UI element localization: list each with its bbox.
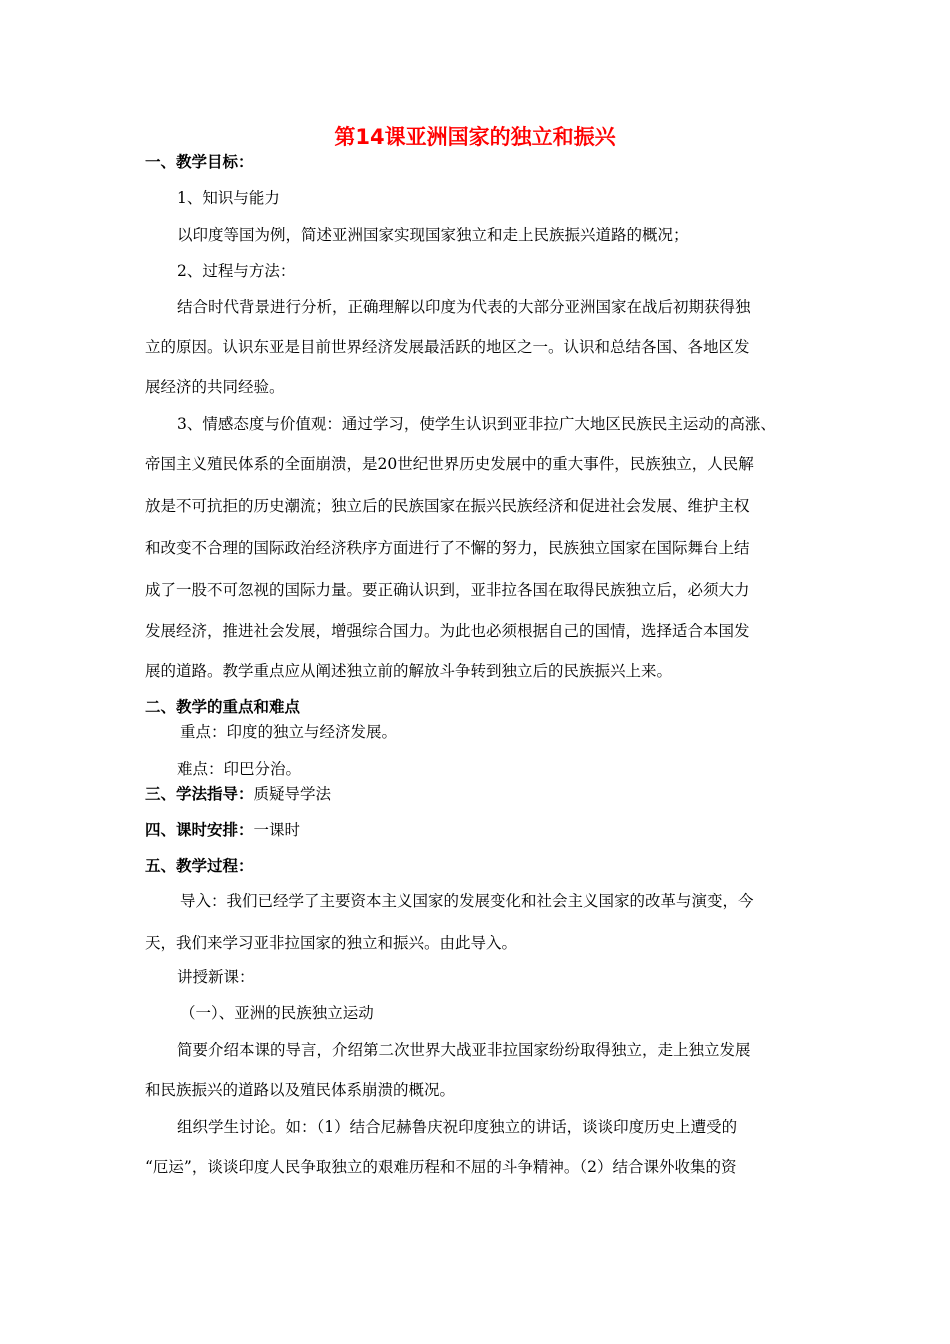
section-1-heading: 一、教学目标： xyxy=(145,153,254,171)
discussion-line: 组织学生讨论。如：（1）结合尼赫鲁庆祝印度独立的讲话，谈谈印度历史上遭受的 xyxy=(177,1118,738,1136)
part-1-title: （一）、亚洲的民族独立运动 xyxy=(180,1004,374,1022)
goal-3-line: 发展经济，推进社会发展，增强综合国力。为此也必须根据自己的国情，选择适合本国发 xyxy=(145,622,750,640)
goal-1-text: 以印度等国为例，简述亚洲国家实现国家独立和走上民族振兴道路的概况； xyxy=(177,226,689,244)
section-4-heading: 四、课时安排： xyxy=(145,821,254,839)
goal-2-line: 结合时代背景进行分析，正确理解以印度为代表的大部分亚洲国家在战后初期获得独 xyxy=(177,298,751,316)
difficult-point: 难点：印巴分治。 xyxy=(177,760,302,778)
section-4-text: 一课时 xyxy=(253,821,301,839)
section-5-heading: 五、教学过程： xyxy=(145,857,254,875)
goal-3-line: 帝国主义殖民体系的全面崩溃，是20世纪世界历史发展中的重大事件，民族独立，人民解 xyxy=(145,455,754,473)
goal-2-line: 展经济的共同经验。 xyxy=(145,378,285,396)
page-title: 第14课亚洲国家的独立和振兴 xyxy=(334,125,616,149)
goal-3-line: 3、情感态度与价值观：通过学习，使学生认识到亚非拉广大地区民族民主运动的高涨、 xyxy=(177,415,776,433)
part-1-line: 和民族振兴的道路以及殖民体系崩溃的概况。 xyxy=(145,1081,456,1099)
goal-3-line: 和改变不合理的国际政治经济秩序方面进行了不懈的努力，民族独立国家在国际舞台上结 xyxy=(145,539,750,557)
section-3 xyxy=(145,784,825,804)
goal-2-line: 立的原因。认识东亚是目前世界经济发展最活跃的地区之一。认识和总结各国、各地区发 xyxy=(145,338,750,356)
part-1-line: 简要介绍本课的导言，介绍第二次世界大战亚非拉国家纷纷取得独立，走上独立发展 xyxy=(177,1041,751,1059)
section-3-heading: 三、学法指导： xyxy=(145,785,254,803)
section-4 xyxy=(145,820,825,840)
new-lesson-label: 讲授新课： xyxy=(177,968,255,986)
goal-3-line: 展的道路。教学重点应从阐述独立前的解放斗争转到独立后的民族振兴上来。 xyxy=(145,662,673,680)
key-point: 重点：印度的独立与经济发展。 xyxy=(180,723,398,741)
goal-2-label: 2、过程与方法： xyxy=(177,262,296,280)
goal-3-line: 放是不可抗拒的历史潮流；独立后的民族国家在振兴民族经济和促进社会发展、维护主权 xyxy=(145,497,750,515)
section-2-heading: 二、教学的重点和难点 xyxy=(145,698,301,716)
intro-line: 天，我们来学习亚非拉国家的独立和振兴。由此导入。 xyxy=(145,934,518,952)
goal-1-label: 1、知识与能力 xyxy=(177,189,280,207)
intro-line: 导入：我们已经学了主要资本主义国家的发展变化和社会主义国家的改革与演变，今 xyxy=(180,892,754,910)
goal-3-line: 成了一股不可忽视的国际力量。要正确认识到，亚非拉各国在取得民族独立后，必须大力 xyxy=(145,581,750,599)
section-3-text: 质疑导学法 xyxy=(253,785,332,803)
discussion-line: “厄运”，谈谈印度人民争取独立的艰难历程和不屈的斗争精神。（2）结合课外收集的资 xyxy=(145,1158,737,1176)
